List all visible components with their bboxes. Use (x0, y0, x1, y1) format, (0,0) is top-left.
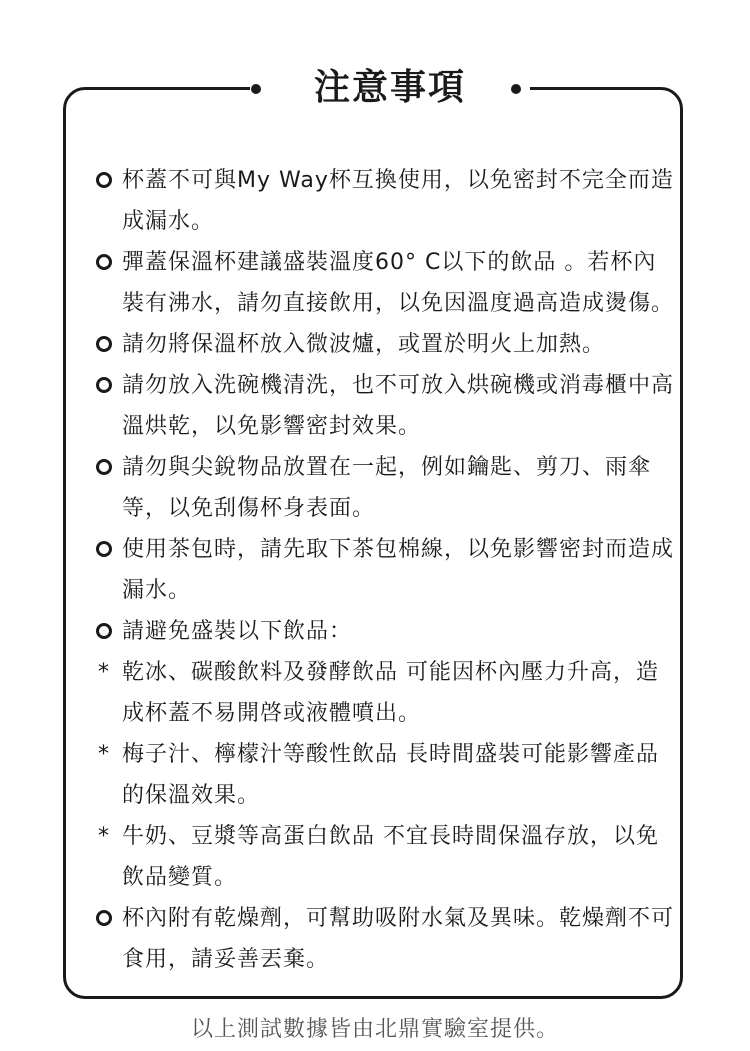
list-item (96, 324, 676, 365)
list-item-text: 請勿與尖銳物品放置在一起，例如鑰匙、剪刀、雨傘等，以免刮傷杯身表面。 (122, 455, 652, 521)
list-item (96, 611, 676, 652)
circle-bullet-icon (96, 541, 112, 557)
circle-bullet-icon (96, 910, 112, 926)
circle-bullet-icon (96, 336, 112, 352)
list-item (96, 529, 676, 611)
notice-title: 注意事項 (313, 67, 466, 108)
list-item-text: 請勿放入洗碗機清洗，也不可放入烘碗機或消毒櫃中高溫烘乾，以免影響密封效果。 (122, 373, 675, 439)
sub-list-item (96, 652, 676, 734)
circle-bullet-icon (96, 172, 112, 188)
sub-list-item (96, 734, 676, 816)
list-item-text: 使用茶包時，請先取下茶包棉線，以免影響密封而造成漏水。 (122, 537, 675, 603)
notice-list (96, 160, 676, 980)
circle-bullet-icon (96, 377, 112, 393)
list-item-text: 杯內附有乾燥劑，可幫助吸附水氣及異味。乾燥劑不可食用，請妥善丟棄。 (122, 906, 675, 972)
asterisk-bullet-icon: * (98, 824, 110, 849)
sub-list-item-text: 乾冰、碳酸飲料及發酵飲品 可能因杯內壓力升高，造成杯蓋不易開啓或液體噴出。 (122, 660, 659, 726)
asterisk-bullet-icon: * (98, 660, 110, 685)
list-item (96, 365, 676, 447)
asterisk-bullet-icon: * (98, 742, 110, 767)
list-item-text: 杯蓋不可與My Way杯互換使用，以免密封不完全而造成漏水。 (122, 168, 674, 234)
title-dot-left (251, 84, 261, 94)
list-item-text: 彈蓋保溫杯建議盛裝溫度60° C以下的飲品 。若杯內裝有沸水，請勿直接飲用，以免因溫度過高造成燙傷。 (122, 250, 675, 316)
list-item (96, 898, 676, 980)
list-item (96, 160, 676, 242)
list-item (96, 447, 676, 529)
list-item (96, 242, 676, 324)
title-dot-right (511, 84, 521, 94)
circle-bullet-icon (96, 623, 112, 639)
sub-list-item-text: 牛奶、豆漿等高蛋白飲品 不宜長時間保溫存放，以免飲品變質。 (122, 824, 659, 890)
circle-bullet-icon (96, 459, 112, 475)
footer-note: 以上測試數據皆由北鼎實驗室提供。 (190, 1017, 559, 1042)
list-item-text: 請勿將保溫杯放入微波爐，或置於明火上加熱。 (122, 332, 606, 357)
circle-bullet-icon (96, 254, 112, 270)
sub-list-item-text: 梅子汁、檸檬汁等酸性飲品 長時間盛裝可能影響產品的保溫效果。 (122, 742, 659, 808)
sub-list-item (96, 816, 676, 898)
list-item-text: 請避免盛裝以下飲品： (122, 619, 353, 644)
